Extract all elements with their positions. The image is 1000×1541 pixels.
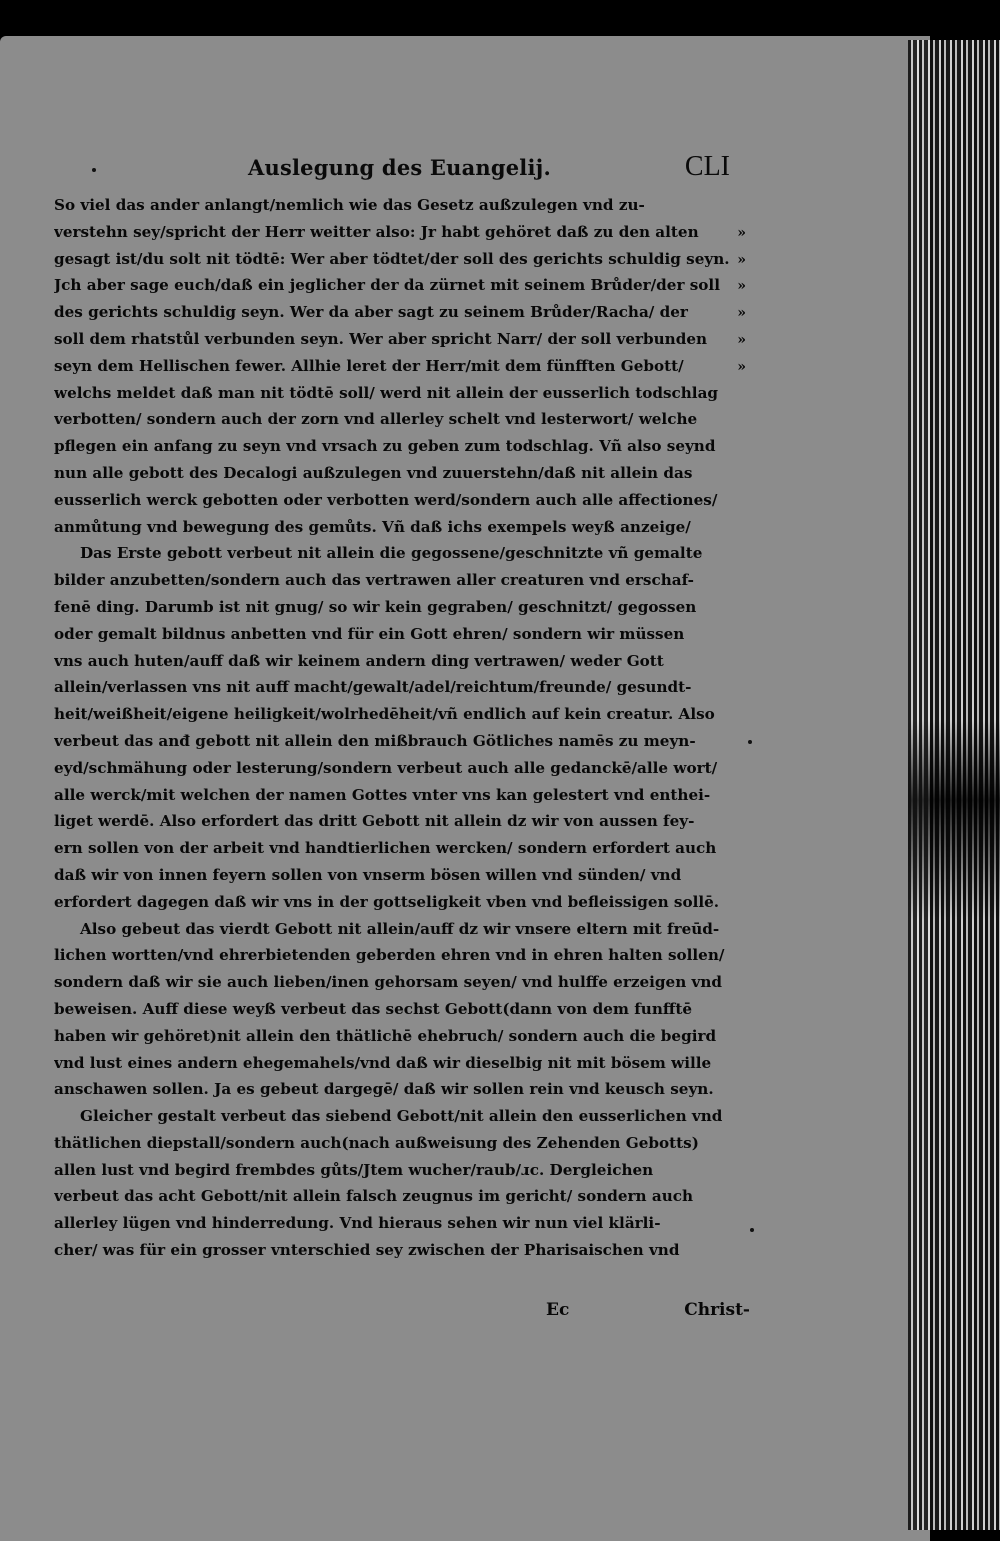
ink-speck — [92, 168, 96, 172]
ink-speck — [750, 1228, 754, 1232]
text-line — [54, 380, 746, 407]
text-line — [54, 862, 746, 889]
line-text: welchs meldet daß man nit tödtē soll/ werd nit allein der eusserlich todschlag — [54, 383, 719, 402]
text-line — [54, 272, 746, 299]
line-text: allen lust vnd begird frembdes gůts/Jtem wucher/raub/ɹc. Dergleichen — [54, 1160, 654, 1179]
top-margin — [0, 0, 1000, 40]
quotation-marker: » — [737, 251, 746, 268]
line-text: lichen wortten/vnd ehrerbietenden geberden ehren vnd in ehren halten sollen/ — [54, 946, 725, 965]
quotation-marker: » — [737, 305, 746, 322]
text-line — [54, 299, 746, 326]
line-text: soll dem rhatstůl verbunden seyn. Wer aber spricht Narr/ der soll verbunden — [54, 329, 708, 348]
text-line — [54, 326, 746, 353]
text-line — [54, 406, 746, 433]
text-line — [54, 1157, 746, 1184]
line-text: sondern daß wir sie auch lieben/inen gehorsam seyen/ vnd hulffe erzeigen vnd — [54, 973, 723, 992]
text-line — [54, 996, 746, 1023]
text-line — [54, 782, 746, 809]
line-text: cher/ was für ein grosser vnterschied sey zwischen der Pharisaischen vnd — [54, 1241, 680, 1260]
catchword: Christ- — [684, 1300, 750, 1320]
text-line — [54, 246, 746, 273]
catchline — [540, 1300, 750, 1330]
text-line — [54, 1023, 746, 1050]
line-text: ern sollen von der arbeit vnd handtierlichen wercken/ sondern erfordert auch — [54, 839, 717, 858]
line-text: verstehn sey/spricht der Herr weitter also: Jr habt gehöret daß zu den alten — [54, 222, 699, 241]
text-line — [54, 808, 746, 835]
line-text: erfordert dagegen daß wir vns in der gottseligkeit vben vnd befleissigen sollē. — [54, 892, 720, 911]
line-text: verbeut das acht Gebott/nit allein falsch zeugnus im gericht/ sondern auch — [54, 1187, 694, 1206]
quotation-marker: » — [737, 331, 746, 348]
text-line — [54, 755, 746, 782]
text-line — [54, 1237, 746, 1264]
line-text: eusserlich werck gebotten oder verbotten werd/sondern auch alle affectiones/ — [54, 490, 718, 509]
line-text: bilder anzubetten/sondern auch das vertrawen aller creaturen vnd erschaf- — [54, 571, 694, 590]
line-text: fenē ding. Darumb ist nit gnug/ so wir kein gegraben/ geschnitzt/ gegossen — [54, 597, 697, 616]
line-text: Gleicher gestalt verbeut das siebend Gebott/nit allein den eusserlichen vnd — [80, 1107, 723, 1126]
ink-speck — [748, 740, 752, 744]
line-text: pflegen ein anfang zu seyn vnd vrsach zu geben zum todschlag. Vñ also seynd — [54, 437, 716, 456]
text-line — [54, 1076, 746, 1103]
running-head: Auslegung des Euangelij. — [248, 155, 551, 180]
line-text: des gerichts schuldig seyn. Wer da aber sagt zu seinem Brůder/Racha/ der — [54, 303, 688, 322]
text-line — [54, 835, 746, 862]
line-text: allerley lügen vnd hinderredung. Vnd hieraus sehen wir nun viel klärli- — [54, 1214, 661, 1233]
quotation-marker: » — [737, 278, 746, 295]
text-line — [54, 567, 746, 594]
line-text: anmůtung vnd bewegung des gemůts. Vñ daß ichs exempels weyß anzeige/ — [54, 517, 691, 536]
text-line — [54, 1130, 746, 1157]
line-text: haben wir gehöret)nit allein den thätlichē ehebruch/ sondern auch die begird — [54, 1026, 717, 1045]
text-line — [54, 1210, 746, 1237]
line-text: heit/weißheit/eigene heiligkeit/wolrhedēheit/vñ endlich auf kein creatur. Also — [54, 705, 715, 724]
text-line — [54, 648, 746, 675]
text-line — [54, 916, 746, 943]
text-line — [54, 1103, 746, 1130]
text-line — [54, 433, 746, 460]
quotation-marker: » — [737, 224, 746, 241]
text-line — [54, 728, 746, 755]
text-line — [54, 514, 746, 541]
text-line — [54, 1183, 746, 1210]
line-text: eyd/schmähung oder lesterung/sondern verbeut auch alle gedanckē/alle wort/ — [54, 758, 718, 777]
text-line — [54, 192, 746, 219]
page-edge-shadow — [908, 720, 1000, 920]
text-line — [54, 674, 746, 701]
line-text: verbotten/ sondern auch der zorn vnd allerley schelt vnd lesterwort/ welche — [54, 410, 698, 429]
page-edge-stack — [908, 40, 1000, 1530]
line-text: thätlichen diepstall/sondern auch(nach außweisung des Zehenden Gebotts) — [54, 1133, 699, 1152]
line-text: alle werck/mit welchen der namen Gottes vnter vns kan gelestert vnd enthei- — [54, 785, 711, 804]
line-text: gesagt ist/du solt nit tödtē: Wer aber tödtet/der soll des gerichts schuldig seyn. — [54, 249, 730, 268]
line-text: anschawen sollen. Ja es gebeut dargegē/ daß wir sollen rein vnd keusch seyn. — [54, 1080, 714, 1099]
text-line — [54, 942, 746, 969]
text-line — [54, 1050, 746, 1077]
text-line — [54, 353, 746, 380]
text-line — [54, 621, 746, 648]
signature-mark: Ec — [546, 1300, 570, 1320]
folio-number: CLI — [684, 151, 730, 182]
line-text: daß wir von innen feyern sollen von vnserm bösen willen vnd sünden/ vnd — [54, 865, 682, 884]
line-text: Das Erste gebott verbeut nit allein die gegossene/geschnitzte vñ gemalte — [80, 544, 703, 563]
line-text: So viel das ander anlangt/nemlich wie das Gesetz außzulegen vnd zu- — [54, 196, 645, 214]
line-text: oder gemalt bildnus anbetten vnd für ein Gott ehren/ sondern wir müssen — [54, 624, 685, 643]
page-header — [248, 151, 738, 189]
text-line — [54, 701, 746, 728]
text-line — [54, 540, 746, 567]
body-text — [54, 192, 746, 1264]
text-line — [54, 889, 746, 916]
line-text: seyn dem Hellischen fewer. Allhie leret der Herr/mit dem fünfften Gebott/ — [54, 356, 684, 375]
text-line — [54, 219, 746, 246]
text-line — [54, 487, 746, 514]
line-text: Jch aber sage euch/daß ein jeglicher der da zürnet mit seinem Brůder/der soll — [54, 276, 720, 295]
text-line — [54, 460, 746, 487]
line-text: allein/verlassen vns nit auff macht/gewalt/adel/reichtum/freunde/ gesundt- — [54, 678, 692, 697]
line-text: liget werdē. Also erfordert das dritt Gebott nit allein dz wir von aussen fey- — [54, 812, 695, 831]
line-text: Also gebeut das vierdt Gebott nit allein/auff dz wir vnsere eltern mit freūd- — [80, 919, 720, 938]
text-line — [54, 594, 746, 621]
line-text: vns auch huten/auff daß wir keinem andern ding vertrawen/ weder Gott — [54, 651, 664, 670]
line-text: beweisen. Auff diese weyß verbeut das sechst Gebott(dann von dem funfftē — [54, 999, 693, 1018]
line-text: vnd lust eines andern ehegemahels/vnd daß wir dieselbig nit mit bösem wille — [54, 1053, 712, 1072]
quotation-marker: » — [737, 358, 746, 375]
text-line — [54, 969, 746, 996]
line-text: verbeut das anđ gebott nit allein den mißbrauch Götliches namēs zu meyn- — [54, 731, 696, 750]
line-text: nun alle gebott des Decalogi außzulegen vnd zuuerstehn/daß nit allein das — [54, 463, 693, 482]
